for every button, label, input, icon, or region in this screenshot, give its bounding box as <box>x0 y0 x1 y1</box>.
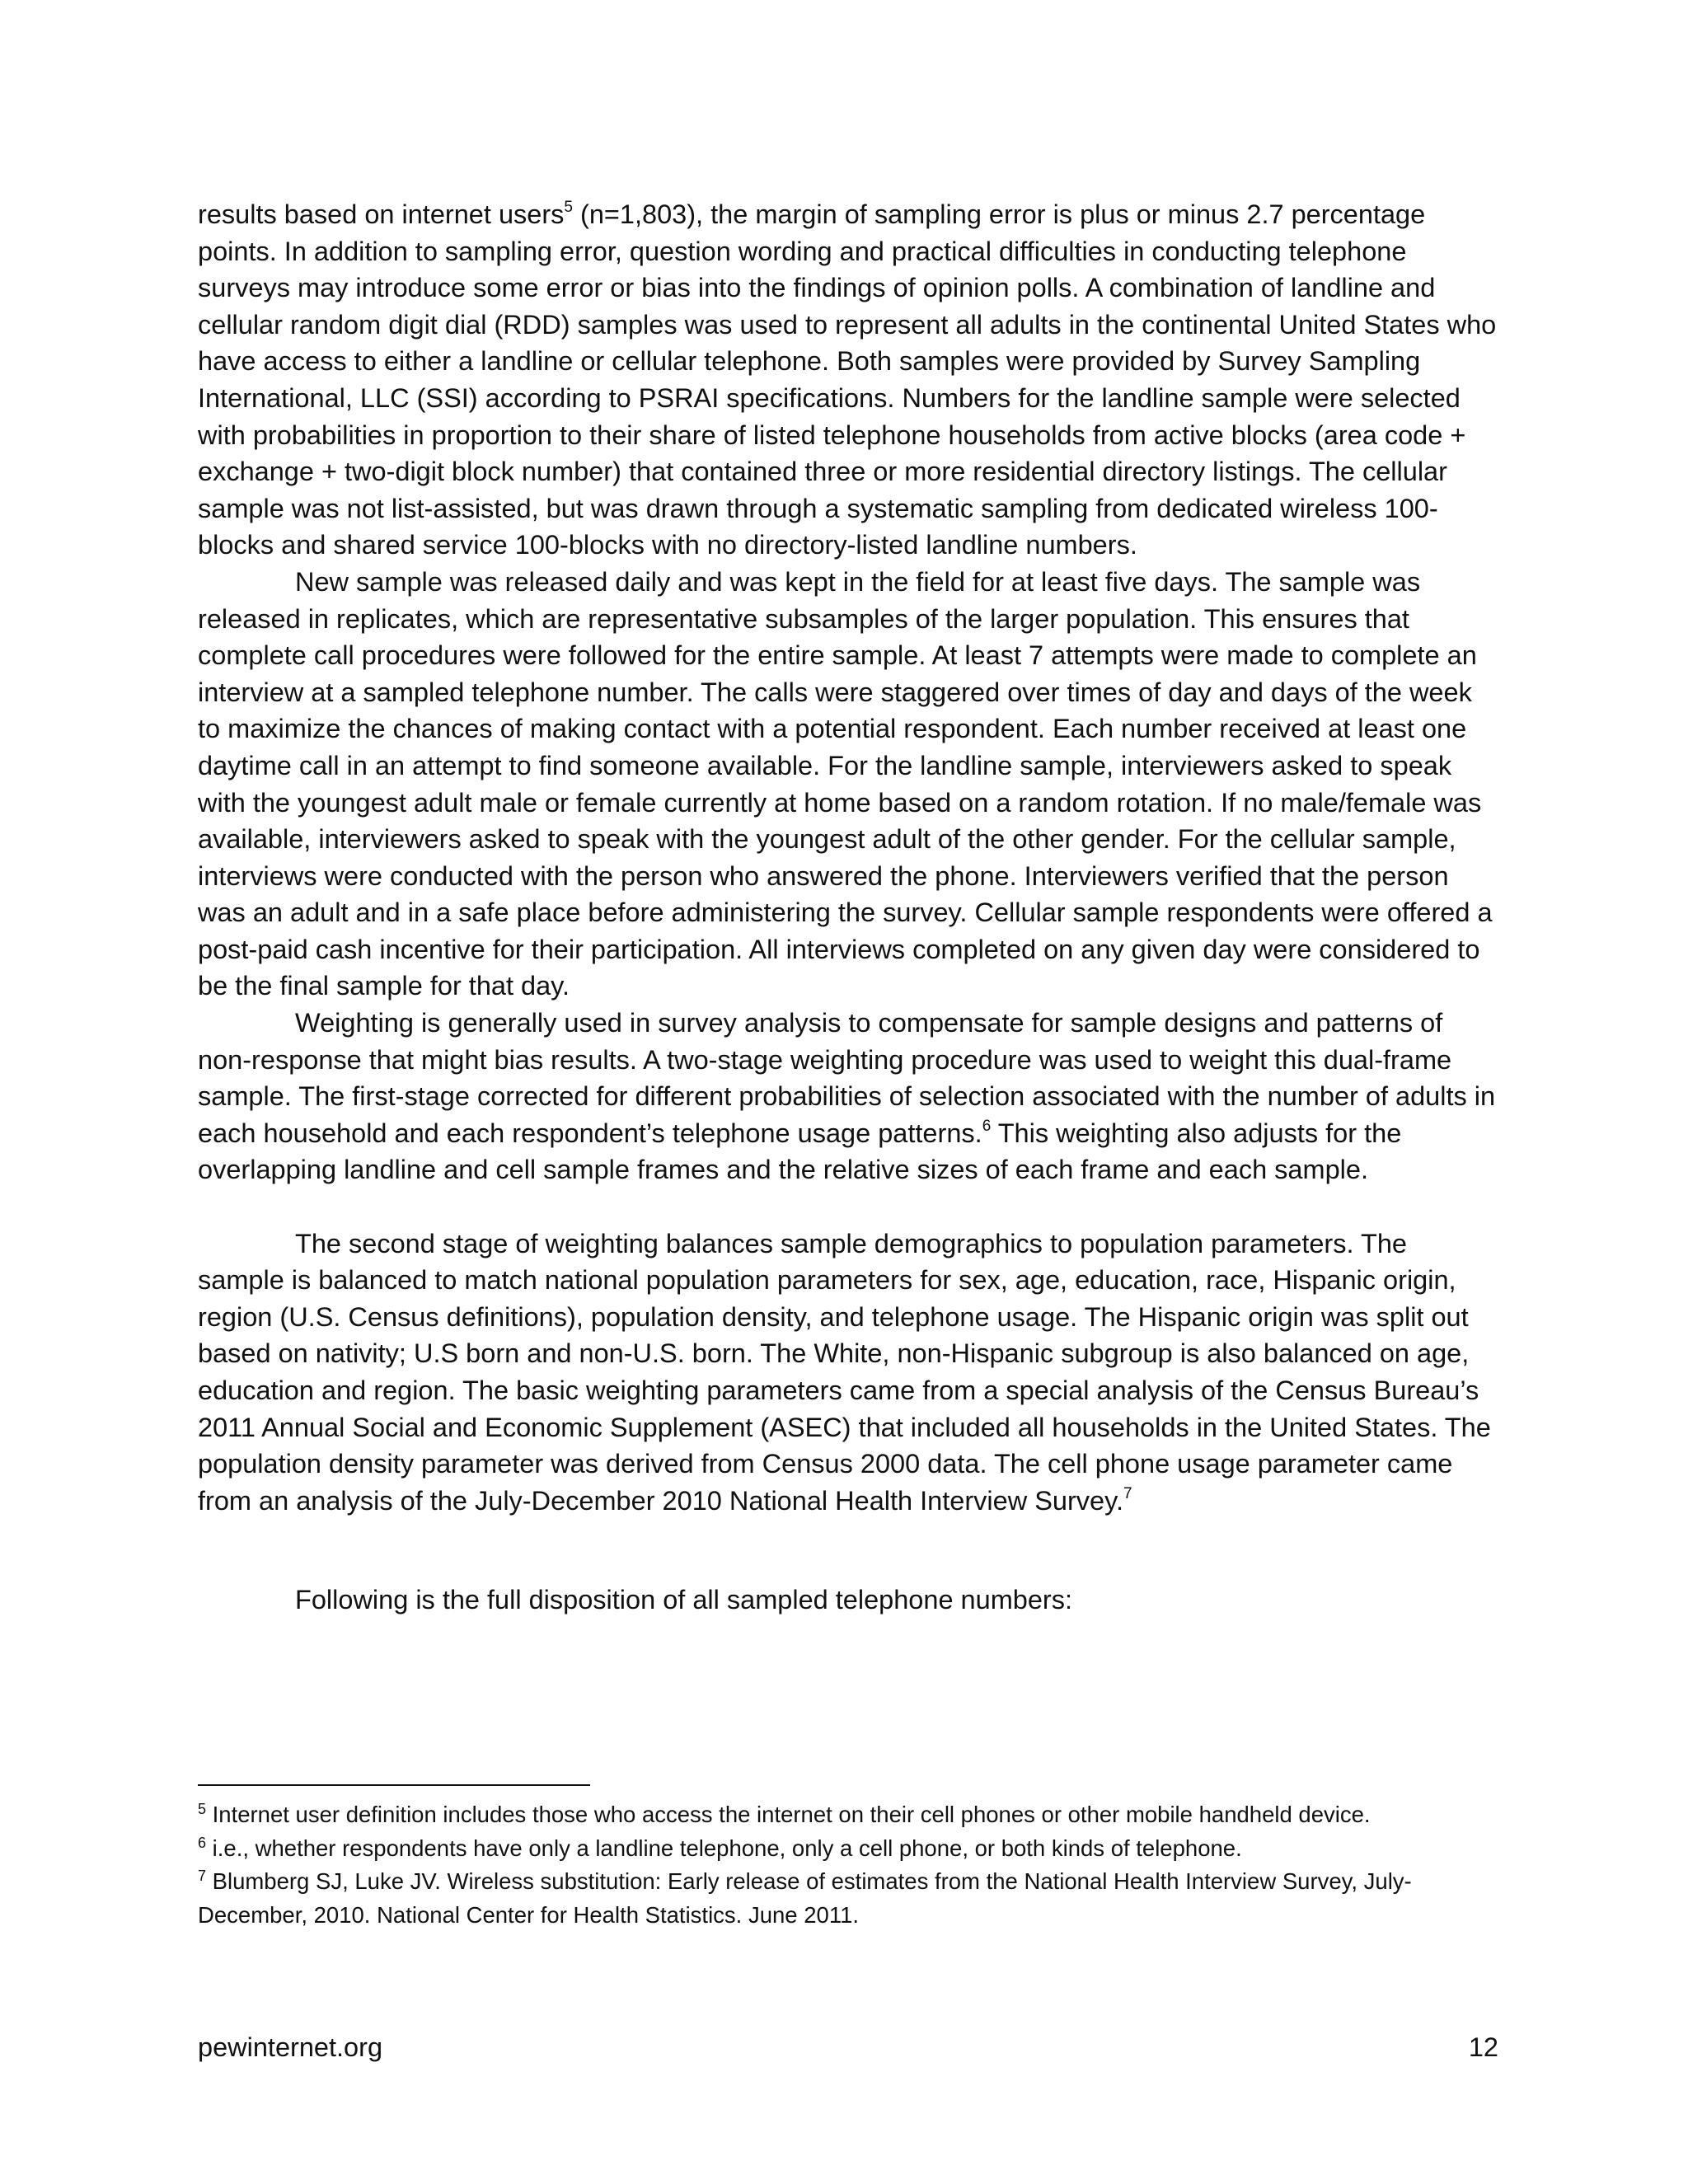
page-number: 12 <box>1468 2032 1498 2062</box>
footnote-ref-6[interactable]: 6 <box>982 1118 992 1136</box>
page-footer <box>198 2029 1498 2065</box>
footnote-ref-5[interactable]: 5 <box>564 199 573 217</box>
footnote-number: 6 <box>198 1834 207 1851</box>
paragraph-disposition-intro: Following is the full disposition of all sampled telephone numbers: <box>295 1585 1073 1615</box>
footnote-number: 7 <box>198 1867 207 1884</box>
paragraph-weighting: Weighting is generally used in survey analysis to compensate for sample designs and patterns of non-response that might bias results. A two-stage weighting procedure was used to weight this dual-frame sample. The first-stage corrected for different probabilities of selection associated with the number of adults in each household and each respondent’s telephone usage patterns.$^6$ This weighting also adjusts for the overlapping landline and cell sample frames and the relative sizes of each frame and each sample. <box>198 1008 1496 1185</box>
paragraph-sampling-error: results based on internet users$^5$ (n=1,803), the margin of sampling error is plus or minus 2.7 percentage points. In addition to sampling error, question wording and practical difficulties in conducting telephone surveys may introduce some error or bias into the findings of opinion polls. A combination of landline and cellular random digit dial (RDD) samples was used to represent all adults in the continental United States who have access to either a landline or cellular telephone. Both samples were provided by Survey Sampling International, LLC (SSI) according to PSRAI specifications. Numbers for the landline sample were selected with probabilities in proportion to their share of listed telephone households from active blocks (area code + exchange + two-digit block number) that contained three or more residential directory listings. The cellular sample was not list-assisted, but was drawn through a systematic sampling from dedicated wireless 100-blocks and shared service 100-blocks with no directory-listed landline numbers. <box>198 199 1497 560</box>
footer-site-link[interactable]: pewinternet.org <box>198 2032 383 2062</box>
footnote-number: 5 <box>198 1800 207 1817</box>
paragraph-second-stage-weighting: The second stage of weighting balances sample demographics to population parameters. The sample is balanced to match national population parameters for sex, age, education, race, Hispanic origin, region (U.S. Census definitions), population density, and telephone usage. The Hispanic origin was split out based on nativity; U.S born and non-U.S. born. The White, non-Hispanic subgroup is also balanced on age, education and region. The basic weighting parameters came from a special analysis of the Census Bureau’s 2011 Annual Social and Economic Supplement (ASEC) that included all households in the United States. The population density parameter was derived from Census 2000 data. The cell phone usage parameter came from an analysis of the July-December 2010 National Health Interview Survey.$^7$ <box>198 1228 1491 1516</box>
footnote-divider <box>198 1784 590 1786</box>
footnote-6: $^6$ i.e., whether respondents have only a landline telephone, only a cell phone, or both kinds of telephone. <box>198 1834 1242 1861</box>
footnote-5: $^5$ Internet user definition includes those who access the internet on their cell phones or other mobile handheld device. <box>198 1800 1371 1827</box>
paragraph-sample-release: New sample was released daily and was kept in the field for at least five days. The sample was released in replicates, which are representative subsamples of the larger population. This ensures that complete call procedures were followed for the entire sample. At least 7 attempts were made to complete an interview at a sampled telephone number. The calls were staggered over times of day and days of the week to maximize the chances of making contact with a potential respondent. Each number received at least one daytime call in an attempt to find someone available. For the landline sample, interviewers asked to speak with the youngest adult male or female currently at home based on a random rotation. If no male/female was available, interviewers asked to speak with the youngest adult of the other gender. For the cellular sample, interviews were conducted with the person who answered the phone. Interviewers verified that the person was an adult and in a safe place before administering the survey. Cellular sample respondents were offered a post-paid cash incentive for their participation. All interviews completed on any given day were considered to be the final sample for that day. <box>198 566 1493 1001</box>
footnotes <box>198 1798 1498 1932</box>
footnote-7: $^7$ Blumberg SJ, Luke JV. Wireless substitution: Early release of estimates from the National Health Interview Survey, July-December, 2010. National Center for Health Statistics. June 2011. <box>198 1867 1412 1928</box>
body-text <box>198 196 1498 1619</box>
footnote-ref-7[interactable]: 7 <box>1123 1484 1132 1502</box>
